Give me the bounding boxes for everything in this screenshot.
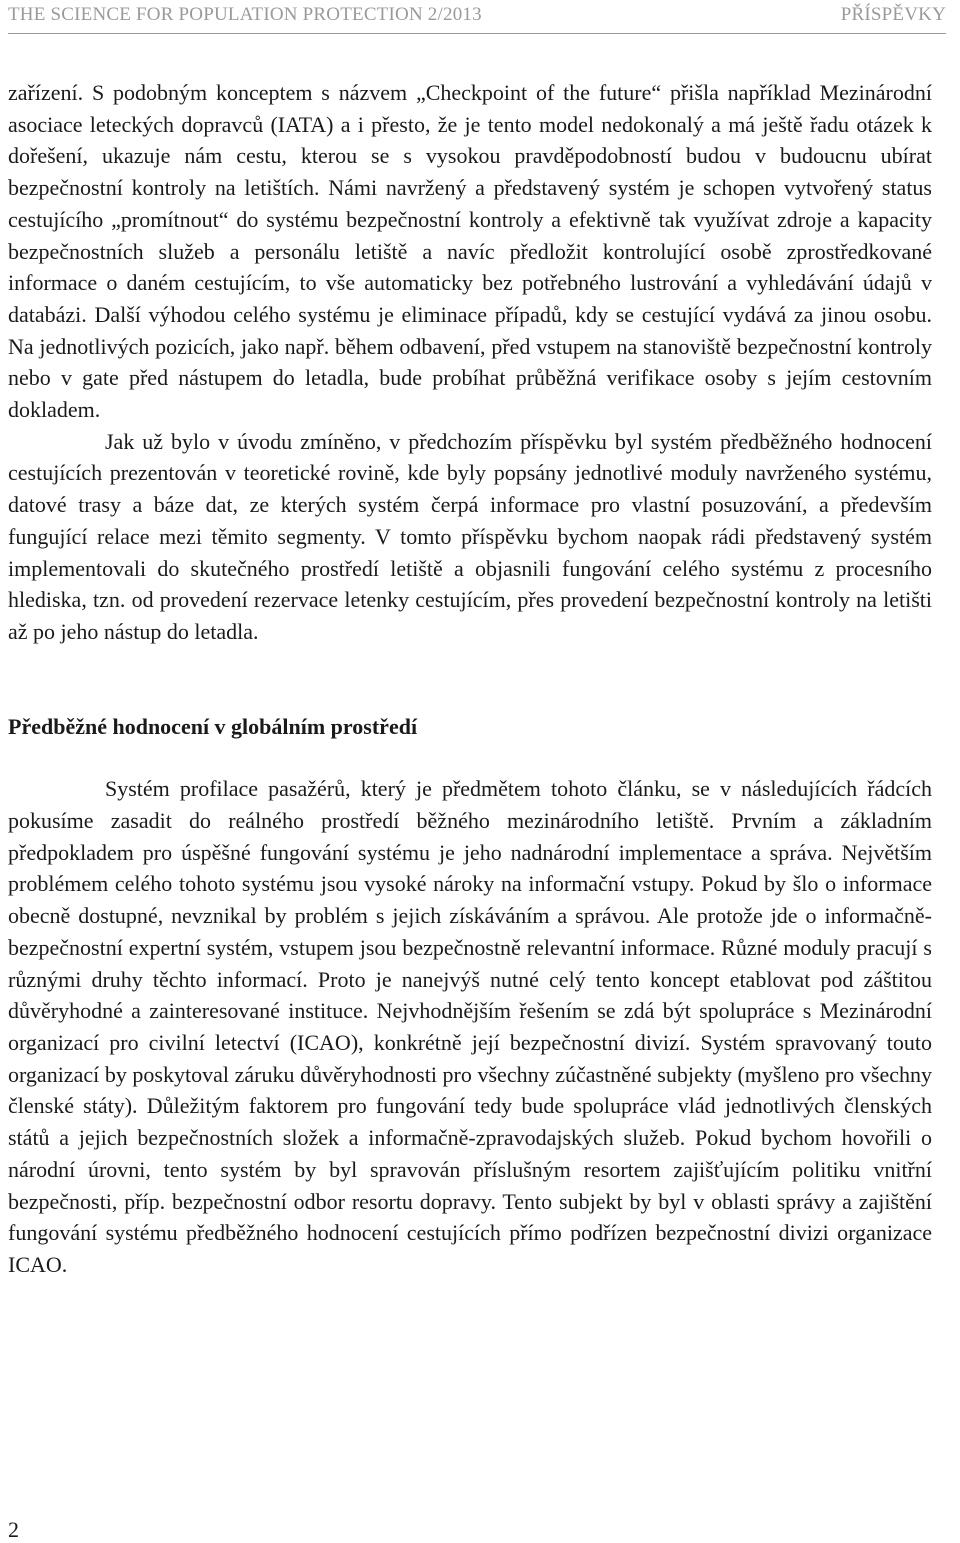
heading-spacer bbox=[8, 742, 932, 773]
paragraph-2: Jak už bylo v úvodu zmíněno, v předchozím příspěvku byl systém předběžného hodnocení cestujících prezentován v teoretické rovině, kde byly popsány jednotlivé moduly navrženého systému, datové trasy a báze dat, ze kterých systém čerpá informace pro vlastní posuzování, a především fungující relace mezi těmito segmenty. V tomto příspěvku bychom naopak rádi představený systém implementovali do skutečného prostředí letiště a objasnili fungování celého systému z procesního hlediska, tzn. od provedení rezervace letenky cestujícím, přes provedení bezpečnostní kontroly na letišti až po jeho nástup do letadla. bbox=[8, 428, 932, 644]
header-divider bbox=[8, 33, 946, 34]
section-heading: Předběžné hodnocení v globálním prostředí bbox=[8, 713, 418, 739]
paragraph-1: zařízení. S podobným konceptem s názvem „Checkpoint of the future“ přišla například Mezinárodní asociace leteckých dopravců (IATA) a i přesto, že je tento model nedokonalý a má ještě řadu otázek k dořešení, ukazuje nám cestu, kterou se s vysokou pravděpodobností budou v budoucnu ubírat bezpečnostní kontroly na letištích. Námi navržený a představený systém je schopen vytvořený status cestujícího „promítnout“ do systému bezpečnostní kontroly a efektivně tak využívat zdroje a kapacity bezpečnostních služeb a personálu letiště a navíc předložit kontrolující osobě zprostředkované informace o daném cestujícím, to vše automaticky bez potřebného lustrování a vyhledávání údajů v databázi. Další výhodou celého systému je eliminace případů, kdy se cestující vydává za jinou osobu. Na jednotlivých pozicích, jako např. během odbavení, před vstupem na stanoviště bezpečnostní kontroly nebo v gate před nástupem do letadla, bude probíhat průběžná verifikace osoby s jejím cestovním dokladem. bbox=[8, 80, 932, 423]
paragraph-3: Systém profilace pasažérů, který je předmětem tohoto článku, se v následujících řádcích pokusíme zasadit do reálného prostředí běžného mezinárodního letiště. Prvním a základním předpokladem pro úspěšné fungování systému je jeho nadnárodní implementace a správa. Největším problémem celého tohoto systému jsou vysoké nároky na informační vstupy. Pokud by šlo o informace obecně dostupné, nevznikal by problém s jejich získáváním a správou. Ale protože jde o informačně-bezpečnostní expertní systém, vstupem jsou bezpečnostně relevantní informace. Různé moduly pracují s různými druhy těchto informací. Proto je nanejvýš nutné celý tento koncept etablovat pod záštitou důvěryhodné a zainteresované instituce. Nejvhodnějším řešením se zdá být spolupráce s Mezinárodní organizací pro civilní letectví (ICAO), konkrétně její bezpečnostní divizí. Systém spravovaný touto organizací by poskytoval záruku důvěryhodnosti pro všechny zúčastněné subjekty (myšleno pro všechny členské státy). Důležitým faktorem pro fungování tedy bude spolupráce vlád jednotlivých členských států a jejich bezpečnostních složek a informačně-zpravodajských služeb. Pokud bychom hovořili o národní úrovni, tento systém by byl spravován příslušným resortem zajišťujícím politiku vnitřní bezpečnosti, příp. bezpečnostní odbor resortu dopravy. Tento subjekt by byl v oblasti správy a zajištění fungování systému předběžného hodnocení cestujících přímo podřízen bezpečnostní divizi organizace ICAO. bbox=[8, 776, 932, 1277]
article-body bbox=[8, 77, 932, 1281]
section-label: PŘÍSPĚVKY bbox=[840, 4, 946, 25]
section-spacer bbox=[8, 648, 932, 711]
journal-title: THE SCIENCE FOR POPULATION PROTECTION 2/2013 bbox=[8, 4, 482, 25]
running-header bbox=[8, 4, 946, 30]
page-number: 2 bbox=[8, 1517, 19, 1542]
